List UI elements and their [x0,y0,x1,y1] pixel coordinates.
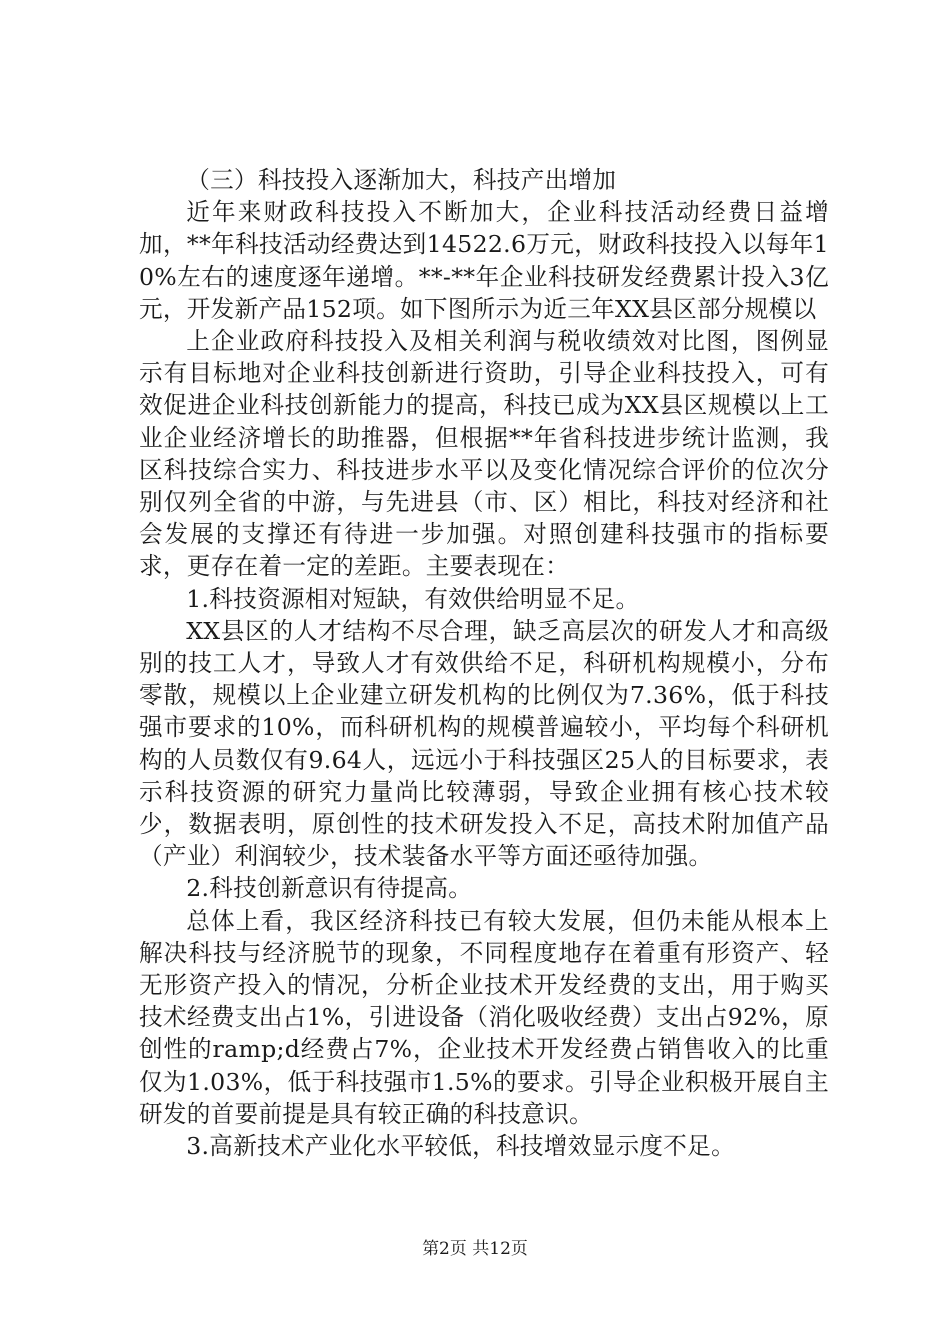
body-paragraph: XX县区的人才结构不尽合理，缺乏高层次的研发人才和高级别的技工人才，导致人才有效供给不足，科研机构规模小，分布零散，规模以上企业建立研发机构的比例仅为7.36%，低于科技强市要求的10%，而科研机构的规模普遍较小，平均每个科研机构的人员数仅有9.64人，远远小于科技强区25人的目标要求，表示科技资源的研究力量尚比较薄弱，导致企业拥有核心技术较少，数据表明，原创性的技术研发投入不足，高技术附加值产品（产业）利润较少，技术装备水平等方面还亟待加强。 [139,616,829,871]
subsection-heading: 2.科技创新意识有待提高。 [186,874,473,903]
page-number-footer: 第2页 共12页 [422,1239,528,1259]
subsection-heading: 3.高新技术产业化水平较低，科技增效显示度不足。 [186,1132,735,1161]
document-body [139,164,829,1162]
subsection-heading: 1.科技资源相对短缺，有效供给明显不足。 [186,584,640,613]
body-paragraph: 近年来财政科技投入不断加大，企业科技活动经费日益增加，**年科技活动经费达到14522.6万元，财政科技投入以每年10%左右的速度逐年递增。**-**年企业科技研发经费累计投入3亿元，开发新产品152项。如下图所示为近三年XX县区部分规模以 [139,198,829,323]
body-paragraph: 上企业政府科技投入及相关利润与税收绩效对比图，图例显示有目标地对企业科技创新进行资助，引导企业科技投入，可有效促进企业科技创新能力的提高，科技已成为XX县区规模以上工业企业经济增长的助推器，但根据**年省科技进步统计监测，我区科技综合实力、科技进步水平以及变化情况综合评价的位次分别仅列全省的中游，与先进县（市、区）相比，科技对经济和社会发展的支撑还有待进一步加强。对照创建科技强市的指标要求，更存在着一定的差距。主要表现在： [139,327,829,581]
section-heading: （三）科技投入逐渐加大，科技产出增加 [186,166,617,194]
body-paragraph: 总体上看，我区经济科技已有较大发展，但仍未能从根本上解决科技与经济脱节的现象，不同程度地存在着重有形资产、轻无形资产投入的情况，分析企业技术开发经费的支出，用于购买技术经费支出占1%，引进设备（消化吸收经费）支出占92%，原创性的ramp;d经费占7%，企业技术开发经费占销售收入的比重仅为1.03%，低于科技强市1.5%的要求。引导企业积极开展自主研发的首要前提是具有较正确的科技意识。 [139,906,829,1128]
